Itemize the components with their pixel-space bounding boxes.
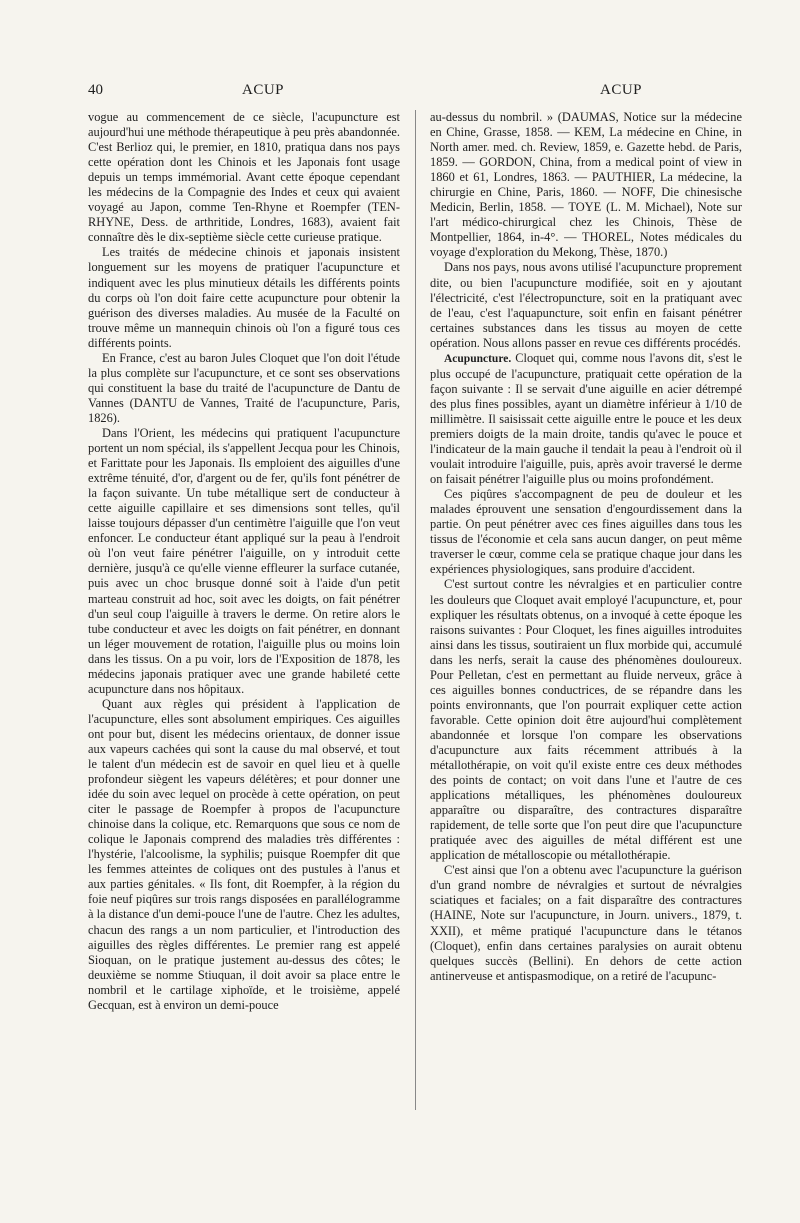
section-paragraph [430,351,742,487]
running-head-left: ACUP [242,82,285,98]
section-text: Cloquet qui, comme nous l'avons dit, s'est le plus occupé de l'acupuncture, pratiquait cette opération de la façon suivante : Il se servait d'une aiguille en acier détrempé des plus fines possibles, ayant un diamètre inférieur à 1/10 de millimètre. Il saisissait cette aiguille entre le pouce et les deux premiers doigts de la main droite, tandis qu'avec le pouce et l'indicateur de la main gauche il tendait la peau à l'endroit où il voulait introduire l'aiguille, puis, après avoir traversé le derme on faisait pénétrer l'aiguille plus ou moins profondément. [430,350,742,487]
paragraph: Dans l'Orient, les médecins qui pratiquent l'acupuncture portent un nom spécial, ils s'appellent Jecqua pour les Chinois, et Farittate pour les Japonais. Ils emploient des aiguilles d'une extrême ténuité, d'or, d'argent ou de fer, qu'ils font pénétrer de la façon suivante. Un tube métallique sert de conducteur à cette aiguille capillaire et ses dimensions sont telles, qu'il laisse toujours dépasser d'un centimètre l'aiguille que l'on veut enfoncer. Le conducteur étant appliqué sur la peau à l'endroit où l'on veut faire pénétrer l'aiguille, on y introduit cette dernière, jusqu'à ce qu'elle vienne effleurer la surface cutanée, puis avec un choc brusque donné soit à l'aide d'un petit marteau construit ad hoc, soit avec les doigts, on fait pénétrer d'un seul coup l'aiguille à travers le derme. On retire alors le tube conducteur et avec les doigts on fait pénétrer, en donnant un léger mouvement de rotation, l'aiguille plus ou moins loin dans les tissus. On a pu voir, lors de l'Exposition de 1878, les médecins japonais pratiquer avec une grande habileté cette acupuncture dans nos hôpitaux. [88,425,400,696]
column-divider [415,110,416,1110]
left-column [88,110,400,1013]
running-header [88,82,772,102]
paragraph: En France, c'est au baron Jules Cloquet que l'on doit l'étude la plus complète sur l'acupuncture, et ce sont ses observations qui constituent la base du traité de l'acupuncture de Dantu de Vannes (DANTU de Vannes, Traité de l'acupuncture, Paris, 1826). [88,350,400,425]
paragraph: vogue au commencement de ce siècle, l'acupuncture est aujourd'hui une méthode thérapeutique à peu près abandonnée. C'est Berlioz qui, le premier, en 1810, pratiqua dans nos pays cette opération dont les Chinois et les Japonais font usage depuis un temps immémorial. Avant cette époque cependant les médecins de la Compagnie des Indes et ceux qui avaient voyagé au Japon, comme Ten-Rhyne et Roempfer (TEN-RHYNE, Dess. de arthritide, Londres, 1683), avaient fait connaître dès le dix-septième siècle cette curieuse pratique. [88,110,400,245]
section-keyword: Acupuncture. [444,352,512,365]
paragraph: au-dessus du nombril. » (DAUMAS, Notice sur la médecine en Chine, Grasse, 1858. — KEM, La médecine en Chine, in North amer. med. ch. Review, 1859, e. Gazette hebd. de Paris, 1859. — GORDON, China, from a medical point of view in 1860 et 61, Londres, 1863. — PAUTHIER, La médecine, la chirurgie en Chine, Paris, 1860. — NOFF, Die chinesische Medicin, Berlin, 1858. — TOYE (L. M. Michael), Note sur l'art médico-chirurgical chez les Chinois, Thèse de Montpellier, 1864, in-4°. — THOREL, Notes médicales du voyage d'exploration du Mekong, Thèse, 1870.) [430,110,742,260]
paragraph: C'est ainsi que l'on a obtenu avec l'acupuncture la guérison d'un grand nombre de névralgies et surtout de névralgies sciatiques et faciales; on a fait disparaître des contractures (HAINE, Note sur l'acupuncture, in Journ. univers., 1879, t. XXII), et même pratiqué l'acupuncture dans le tétanos (Cloquet), enfin dans certaines paralysies on aurait obtenu quelques succès (Bellini). En dehors de cette action antinerveuse et antispasmodique, on a retiré de l'acupunc- [430,863,742,983]
page-number: 40 [88,82,103,98]
paragraph: Les traités de médecine chinois et japonais insistent longuement sur les moyens de pratiquer l'acupuncture et indiquent avec les plus minutieux détails les différents points du corps où l'on doit faire cette acupuncture pour obtenir la guérison des diverses maladies. Au musée de la Faculté on trouve même un mannequin chinois où l'on a figuré tous ces différents points. [88,245,400,350]
paragraph: Quant aux règles qui président à l'application de l'acupuncture, elles sont absolument empiriques. Ces aiguilles ont pour but, disent les médecins orientaux, de donner issue aux vapeurs cachées qui sont la cause du mal observé, et tout le talent d'un médecin est de savoir en quel lieu et à quelle profondeur siègent les vapeurs délétères; et pour donner une idée du soin avec lequel on procède à cette opération, on peut citer le passage de Roempfer à propos de l'acupuncture chinoise dans la colique, etc. Remarquons que sous ce nom de colique le Japonais comprend des maladies très différentes : l'hystérie, l'alcoolisme, la syphilis; puisque Roempfer dit que les femmes atteintes de coliques ont des pustules à l'anus et aux parties génitales. « Ils font, dit Roempfer, à la région du foie neuf piqûres sur trois rangs disposées en parallélogramme à la distance d'un demi-pouce l'une de l'autre. Chez les adultes, chacun des rangs a un nom particulier, et l'introduction des aiguilles des règles différentes. Le premier rang est appelé Sioquan, on le pratique justement au-dessus des côtes; le deuxième se nomme Stiuquan, il doit avoir sa place entre le nombril et le cartilage xiphoïde, et le troisième, appelé Gecquan, est à environ un demi-pouce [88,696,400,1012]
running-head-right: ACUP [600,82,643,98]
paragraph: Ces piqûres s'accompagnent de peu de douleur et les malades éprouvent une sensation d'engourdissement dans la partie. On peut pénétrer avec ces fines aiguilles dans tous les tissus de l'économie et cela sans aucun danger, on peut même traverser le cœur, comme cela se pratique chaque jour dans les expériences physiologiques, sans produire d'accident. [430,487,742,577]
paragraph: C'est surtout contre les névralgies et en particulier contre les douleurs que Cloquet avait employé l'acupuncture, et, pour expliquer les résultats obtenus, on a invoqué à cette époque les raisons suivantes : Pour Cloquet, les fines aiguilles introduites ainsi dans les tissus, soutiraient un flux morbide qui, accumulé dans les nerfs, serait la cause des phénomènes douloureux. Pour Pelletan, c'est en permettant au fluide nerveux, grâce à ces aiguilles bonnes conductrices, de se répandre dans les points environnants, que l'on pourrait expliquer cette action favorable. Cette opinion doit être aujourd'hui complètement abandonnée et lorsque l'on compare les observations d'acupuncture aux faits récemment attribués à la métallothérapie, on voit qu'il existe entre ces deux méthodes des points de contact; on voit dans l'une et l'autre de ces applications métalliques, les phénomènes douloureux apparaître ou disparaître, des contractures disparaître rapidement, de telle sorte que l'on peut dire que l'acupuncture pratiquée avec des aiguilles de métal différent est une application de métalloscopie ou métallothérapie. [430,577,742,863]
paragraph: Dans nos pays, nous avons utilisé l'acupuncture proprement dite, ou bien l'acupuncture modifiée, soit en y ajoutant l'électricité, c'est l'électropuncture, soit en la pratiquant avec de l'eau, c'est l'aquapuncture, soit enfin en faisant pénétrer certaines substances dans les tissus au moyen de cette opération. Nous allons passer en revue ces différents procédés. [430,260,742,350]
right-column [430,110,742,984]
